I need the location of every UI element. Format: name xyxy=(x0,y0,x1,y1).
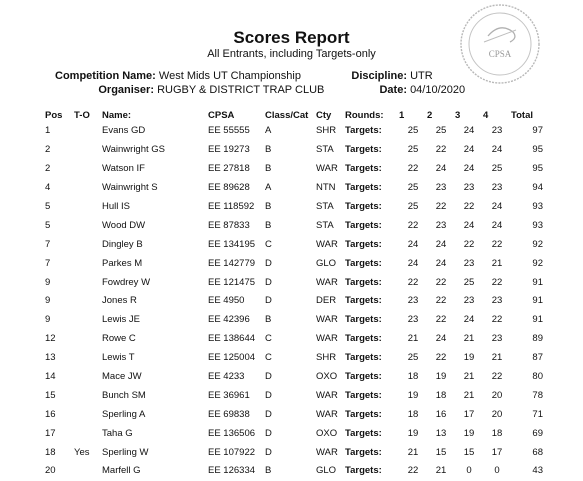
table-row xyxy=(45,254,543,273)
cell-round-2: 22 xyxy=(435,295,447,307)
cell-target-only xyxy=(74,216,102,235)
cell-round-2: 18 xyxy=(435,389,447,401)
cell-round-4: 23 xyxy=(491,295,503,307)
cell-round-4: 23 xyxy=(491,182,503,194)
cell-name: Wood DW xyxy=(102,219,146,231)
cell-pos: 17 xyxy=(45,427,56,439)
cell-class: D xyxy=(265,257,272,269)
cell-class: B xyxy=(265,465,272,477)
header-pos: Pos xyxy=(45,110,63,121)
cell-pos: 1 xyxy=(45,125,51,137)
cell-class: D xyxy=(265,446,272,458)
cell-round-3: 23 xyxy=(463,295,475,307)
date-label: Date: xyxy=(379,84,407,96)
table-row xyxy=(45,386,543,405)
cell-county: OXO xyxy=(316,371,338,383)
cell-name: Sperling A xyxy=(102,408,146,420)
cell-cpsa: EE 4950 xyxy=(208,295,245,307)
cell-round-4: 0 xyxy=(494,465,500,477)
cell-round-3: 23 xyxy=(463,182,475,194)
cell-county: STA xyxy=(316,219,334,231)
header-to: T-O xyxy=(74,110,90,121)
header-round-1: 1 xyxy=(399,110,405,121)
cell-total: 93 xyxy=(532,201,543,212)
cell-total: 95 xyxy=(532,144,543,156)
cell-round-4: 24 xyxy=(491,201,503,212)
cell-class: C xyxy=(265,352,272,364)
cell-round-1: 22 xyxy=(407,276,419,288)
cell-round-4: 18 xyxy=(491,427,503,439)
cell-pos: 5 xyxy=(45,201,51,212)
cell-round-1: 19 xyxy=(407,389,419,401)
cell-total: 68 xyxy=(532,446,543,458)
table-row xyxy=(45,443,543,462)
cell-round-3: 25 xyxy=(463,276,475,288)
cell-cpsa: EE 136506 xyxy=(208,427,256,439)
cell-targets-label: Targets: xyxy=(345,427,382,439)
report-subtitle: All Entrants, including Targets-only xyxy=(207,48,376,60)
cell-targets-label: Targets: xyxy=(345,201,382,212)
cell-pos: 2 xyxy=(45,163,51,175)
cell-class: D xyxy=(265,295,272,307)
cell-cpsa: EE 138644 xyxy=(208,333,256,345)
cell-round-4: 22 xyxy=(491,314,503,326)
cell-cpsa: EE 19273 xyxy=(208,144,250,156)
cell-total: 91 xyxy=(532,314,543,326)
cell-total: 71 xyxy=(532,408,543,420)
cell-cpsa: EE 4233 xyxy=(208,371,245,383)
table-row xyxy=(45,198,543,217)
cpsa-seal-stamp xyxy=(458,2,542,86)
cell-round-2: 22 xyxy=(435,352,447,364)
cell-round-3: 24 xyxy=(463,219,475,231)
header-round-2: 2 xyxy=(427,110,433,121)
seal-text: CPSA xyxy=(488,49,512,59)
header-rounds: Rounds: xyxy=(345,110,384,121)
cell-targets-label: Targets: xyxy=(345,371,382,383)
cell-total: 89 xyxy=(532,333,543,345)
cell-target-only xyxy=(74,330,102,349)
cell-round-4: 22 xyxy=(491,238,503,250)
cell-targets-label: Targets: xyxy=(345,144,382,156)
cell-name: Evans GD xyxy=(102,125,146,137)
cell-total: 95 xyxy=(532,163,543,175)
cell-target-only xyxy=(74,349,102,368)
cell-cpsa: EE 142779 xyxy=(208,257,256,269)
cell-round-2: 24 xyxy=(435,238,447,250)
table-header-row xyxy=(45,109,543,122)
organiser-value: RUGBY & DISTRICT TRAP CLUB xyxy=(157,84,325,96)
cell-round-4: 24 xyxy=(491,144,503,156)
cell-county: NTN xyxy=(316,182,336,194)
scores-table xyxy=(45,109,543,481)
cell-cpsa: EE 87833 xyxy=(208,219,250,231)
cell-cpsa: EE 36961 xyxy=(208,389,250,401)
cell-pos: 20 xyxy=(45,465,56,477)
cell-round-3: 21 xyxy=(463,371,475,383)
cell-round-3: 21 xyxy=(463,333,475,345)
cell-class: D xyxy=(265,389,272,401)
cell-targets-label: Targets: xyxy=(345,352,382,364)
cell-pos: 12 xyxy=(45,333,56,345)
cell-round-1: 18 xyxy=(407,371,419,383)
cell-county: WAR xyxy=(316,163,338,175)
cell-targets-label: Targets: xyxy=(345,163,382,175)
cell-pos: 9 xyxy=(45,295,51,307)
cell-round-3: 15 xyxy=(463,446,475,458)
cell-targets-label: Targets: xyxy=(345,446,382,458)
cell-name: Parkes M xyxy=(102,257,143,269)
cell-county: WAR xyxy=(316,408,338,420)
cell-pos: 16 xyxy=(45,408,56,420)
cell-pos: 13 xyxy=(45,352,56,364)
cell-class: B xyxy=(265,163,272,175)
competition-name-row xyxy=(55,70,301,82)
cell-round-1: 22 xyxy=(407,465,419,477)
cell-name: Lewis T xyxy=(102,352,135,364)
cell-round-2: 22 xyxy=(435,276,447,288)
cell-cpsa: EE 134195 xyxy=(208,238,256,250)
cell-class: A xyxy=(265,125,272,137)
cell-total: 92 xyxy=(532,238,543,250)
cell-round-1: 25 xyxy=(407,125,419,137)
cell-round-1: 25 xyxy=(407,352,419,364)
cell-county: WAR xyxy=(316,276,338,288)
date-value: 04/10/2020 xyxy=(410,84,466,96)
table-row xyxy=(45,462,543,481)
cell-round-2: 22 xyxy=(435,201,447,212)
cell-target-only xyxy=(74,462,102,481)
cell-pos: 7 xyxy=(45,257,51,269)
header-total: Total xyxy=(511,110,533,121)
cell-cpsa: EE 69838 xyxy=(208,408,250,420)
cell-round-4: 20 xyxy=(491,408,503,420)
cell-class: D xyxy=(265,427,272,439)
cell-round-1: 24 xyxy=(407,257,419,269)
cell-cpsa: EE 125004 xyxy=(208,352,256,364)
cell-class: D xyxy=(265,276,272,288)
cell-round-3: 0 xyxy=(466,465,472,477)
organiser-row xyxy=(55,84,324,96)
cell-round-1: 25 xyxy=(407,182,419,194)
cell-cpsa: EE 42396 xyxy=(208,314,250,326)
cell-round-3: 19 xyxy=(463,427,475,439)
table-row xyxy=(45,179,543,198)
cell-round-2: 23 xyxy=(435,219,447,231)
cell-target-only xyxy=(74,311,102,330)
cell-name: Hull IS xyxy=(102,201,130,212)
cell-pos: 5 xyxy=(45,219,51,231)
cell-total: 78 xyxy=(532,389,543,401)
cell-round-1: 24 xyxy=(407,238,419,250)
cell-targets-label: Targets: xyxy=(345,295,382,307)
cell-round-3: 19 xyxy=(463,352,475,364)
date-row xyxy=(345,84,465,96)
table-row xyxy=(45,311,543,330)
cell-round-3: 22 xyxy=(463,238,475,250)
report-title: Scores Report xyxy=(233,28,350,47)
cell-county: OXO xyxy=(316,427,338,439)
header-round-3: 3 xyxy=(455,110,461,121)
cell-total: 87 xyxy=(532,352,543,364)
cell-round-4: 23 xyxy=(491,125,503,137)
cell-round-4: 17 xyxy=(491,446,503,458)
header-round-4: 4 xyxy=(483,110,489,121)
cell-round-1: 25 xyxy=(407,144,419,156)
cell-round-1: 19 xyxy=(407,427,419,439)
table-row xyxy=(45,405,543,424)
cell-county: SHR xyxy=(316,125,337,137)
cell-name: Mace JW xyxy=(102,371,142,383)
cell-target-only xyxy=(74,273,102,292)
cell-targets-label: Targets: xyxy=(345,257,382,269)
cell-pos: 9 xyxy=(45,276,51,288)
cell-targets-label: Targets: xyxy=(345,219,382,231)
cell-targets-label: Targets: xyxy=(345,238,382,250)
table-row xyxy=(45,368,543,387)
cell-total: 93 xyxy=(532,219,543,231)
cell-targets-label: Targets: xyxy=(345,314,382,326)
cell-cpsa: EE 55555 xyxy=(208,125,250,137)
cell-target-only xyxy=(74,141,102,160)
header-class: Class/Cat xyxy=(265,110,309,121)
cell-county: WAR xyxy=(316,446,338,458)
cell-total: 43 xyxy=(532,465,543,477)
table-row xyxy=(45,141,543,160)
cell-county: GLO xyxy=(316,257,337,269)
cell-round-4: 22 xyxy=(491,371,503,383)
header-name: Name: xyxy=(102,110,132,121)
cell-round-3: 24 xyxy=(463,144,475,156)
cell-total: 69 xyxy=(532,427,543,439)
cell-pos: 14 xyxy=(45,371,56,383)
cell-target-only xyxy=(74,368,102,387)
cell-round-1: 22 xyxy=(407,163,419,175)
cell-round-2: 16 xyxy=(435,408,447,420)
competition-name-label: Competition Name: xyxy=(55,70,156,82)
cell-county: GLO xyxy=(316,465,337,477)
cell-name: Marfell G xyxy=(102,465,141,477)
table-row xyxy=(45,160,543,179)
cell-cpsa: EE 126334 xyxy=(208,465,256,477)
cell-target-only xyxy=(74,292,102,311)
table-row xyxy=(45,292,543,311)
cell-round-3: 17 xyxy=(463,408,475,420)
cell-cpsa: EE 89628 xyxy=(208,182,250,194)
cell-total: 80 xyxy=(532,371,543,383)
cell-round-4: 20 xyxy=(491,389,503,401)
cell-name: Sperling W xyxy=(102,446,149,458)
cell-targets-label: Targets: xyxy=(345,465,382,477)
cell-round-4: 21 xyxy=(491,257,503,269)
cell-name: Rowe C xyxy=(102,333,136,345)
cell-total: 91 xyxy=(532,276,543,288)
cell-cpsa: EE 121475 xyxy=(208,276,256,288)
cell-target-only xyxy=(74,160,102,179)
cell-round-4: 23 xyxy=(491,333,503,345)
table-row xyxy=(45,122,543,141)
cell-county: STA xyxy=(316,144,334,156)
cell-class: C xyxy=(265,333,272,345)
cell-round-2: 22 xyxy=(435,144,447,156)
cell-targets-label: Targets: xyxy=(345,125,382,137)
cell-name: Jones R xyxy=(102,295,137,307)
cell-round-2: 23 xyxy=(435,182,447,194)
cell-name: Wainwright S xyxy=(102,182,158,194)
cell-target-only: Yes xyxy=(74,446,90,458)
cell-class: B xyxy=(265,144,272,156)
cell-round-2: 15 xyxy=(435,446,447,458)
cell-round-4: 22 xyxy=(491,276,503,288)
cell-pos: 4 xyxy=(45,182,51,194)
cell-county: SHR xyxy=(316,352,337,364)
cell-targets-label: Targets: xyxy=(345,333,382,345)
cell-name: Taha G xyxy=(102,427,133,439)
cell-round-2: 22 xyxy=(435,314,447,326)
cell-name: Lewis JE xyxy=(102,314,141,326)
cell-class: B xyxy=(265,219,272,231)
header-cty: Cty xyxy=(316,110,332,121)
cell-name: Fowdrey W xyxy=(102,276,151,288)
cell-round-3: 24 xyxy=(463,125,475,137)
cell-name: Watson IF xyxy=(102,163,145,175)
cell-target-only xyxy=(74,198,102,217)
cell-round-1: 25 xyxy=(407,201,419,212)
cell-class: C xyxy=(265,238,272,250)
cell-round-2: 13 xyxy=(435,427,447,439)
cell-round-4: 25 xyxy=(491,163,503,175)
cell-pos: 7 xyxy=(45,238,51,250)
cell-class: D xyxy=(265,371,272,383)
cell-pos: 2 xyxy=(45,144,51,156)
cell-target-only xyxy=(74,386,102,405)
cell-targets-label: Targets: xyxy=(345,389,382,401)
table-row xyxy=(45,330,543,349)
competition-name-value: West Mids UT Championship xyxy=(158,70,301,82)
cell-round-1: 22 xyxy=(407,219,419,231)
table-row xyxy=(45,349,543,368)
table-row xyxy=(45,273,543,292)
cell-round-2: 24 xyxy=(435,333,447,345)
cell-class: D xyxy=(265,408,272,420)
cell-round-1: 21 xyxy=(407,446,419,458)
cell-name: Bunch SM xyxy=(102,389,146,401)
cell-targets-label: Targets: xyxy=(345,276,382,288)
cell-round-2: 19 xyxy=(435,371,447,383)
organiser-label: Organiser: xyxy=(98,84,154,96)
cell-round-3: 24 xyxy=(463,314,475,326)
cell-name: Wainwright GS xyxy=(102,144,165,156)
cell-target-only xyxy=(74,405,102,424)
table-row xyxy=(45,216,543,235)
cell-round-3: 22 xyxy=(463,201,475,212)
cell-round-2: 21 xyxy=(435,465,447,477)
cell-county: WAR xyxy=(316,314,338,326)
cell-round-4: 21 xyxy=(491,352,503,364)
cell-target-only xyxy=(74,179,102,198)
cell-pos: 18 xyxy=(45,446,56,458)
table-row xyxy=(45,235,543,254)
header-cpsa: CPSA xyxy=(208,110,235,121)
cell-cpsa: EE 118592 xyxy=(208,201,255,212)
table-row xyxy=(45,424,543,443)
cell-round-2: 24 xyxy=(435,163,447,175)
cell-round-2: 25 xyxy=(435,125,447,137)
cell-cpsa: EE 107922 xyxy=(208,446,256,458)
cell-county: WAR xyxy=(316,389,338,401)
cell-county: WAR xyxy=(316,238,338,250)
cell-total: 97 xyxy=(532,125,543,137)
cell-pos: 9 xyxy=(45,314,51,326)
cell-county: WAR xyxy=(316,333,338,345)
cell-round-1: 23 xyxy=(407,314,419,326)
cell-class: A xyxy=(265,182,272,194)
cell-total: 92 xyxy=(532,257,543,269)
discipline-row xyxy=(345,70,433,82)
cell-round-1: 18 xyxy=(407,408,419,420)
cell-round-1: 23 xyxy=(407,295,419,307)
discipline-value: UTR xyxy=(410,70,433,82)
cell-name: Dingley B xyxy=(102,238,143,250)
cell-targets-label: Targets: xyxy=(345,408,382,420)
cell-target-only xyxy=(74,235,102,254)
cell-total: 94 xyxy=(532,182,543,194)
cell-round-3: 24 xyxy=(463,163,475,175)
cell-round-3: 21 xyxy=(463,389,475,401)
cell-round-1: 21 xyxy=(407,333,419,345)
cell-total: 91 xyxy=(532,295,543,307)
discipline-label: Discipline: xyxy=(351,70,407,82)
cell-target-only xyxy=(74,424,102,443)
cell-round-3: 23 xyxy=(463,257,475,269)
cell-target-only xyxy=(74,254,102,273)
cell-county: STA xyxy=(316,201,334,212)
cell-pos: 15 xyxy=(45,389,56,401)
cell-targets-label: Targets: xyxy=(345,182,382,194)
cell-class: B xyxy=(265,201,272,212)
cell-county: DER xyxy=(316,295,337,307)
cell-target-only xyxy=(74,122,102,141)
cell-cpsa: EE 27818 xyxy=(208,163,250,175)
cell-class: B xyxy=(265,314,272,326)
cell-round-4: 24 xyxy=(491,219,503,231)
cell-round-2: 24 xyxy=(435,257,447,269)
